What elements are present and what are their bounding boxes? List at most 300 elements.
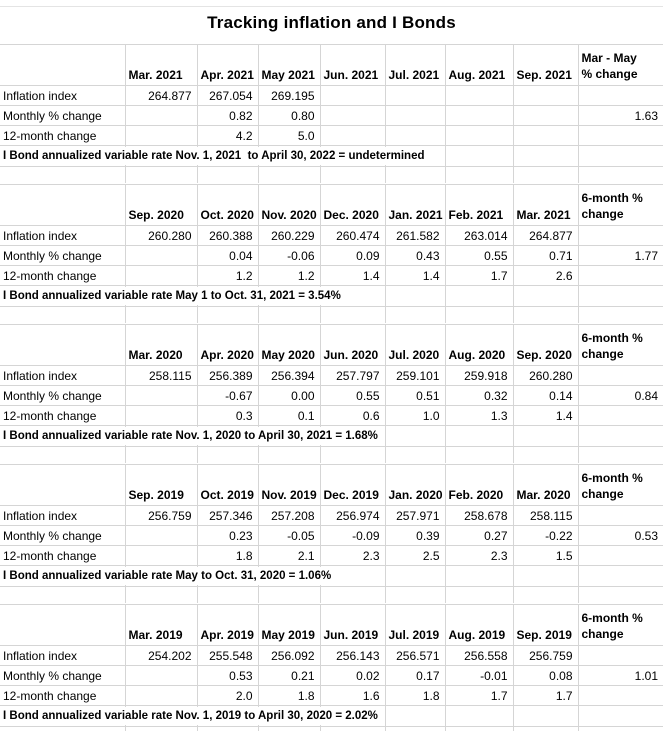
six-month-total-cell: 1.01 bbox=[578, 666, 663, 686]
pct-change-header-line2: % change bbox=[581, 67, 638, 81]
value-cell: 260.229 bbox=[258, 226, 320, 246]
month-header: May 2019 bbox=[258, 605, 320, 646]
empty-cell bbox=[578, 447, 663, 464]
inflation-table-3 bbox=[0, 324, 663, 463]
value-cell: 256.092 bbox=[258, 646, 320, 666]
pct-change-header-line1: Mar - May bbox=[581, 51, 637, 65]
month-header: Mar. 2020 bbox=[513, 465, 578, 506]
value-cell: 0.00 bbox=[258, 386, 320, 406]
value-cell: -0.01 bbox=[445, 666, 513, 686]
empty-cell bbox=[0, 465, 125, 506]
value-cell bbox=[513, 126, 578, 146]
month-header-row bbox=[0, 185, 663, 226]
value-cell: 0.43 bbox=[385, 246, 445, 266]
monthly-change-row bbox=[0, 106, 663, 126]
empty-cell bbox=[0, 605, 125, 646]
row-label: Inflation index bbox=[0, 366, 125, 386]
empty-cell bbox=[385, 706, 445, 727]
empty-cell bbox=[197, 587, 258, 604]
value-cell: 255.548 bbox=[197, 646, 258, 666]
pct-change-header bbox=[578, 45, 663, 86]
value-cell: 2.3 bbox=[445, 546, 513, 566]
month-header: Jul. 2020 bbox=[385, 325, 445, 366]
value-cell: 1.4 bbox=[320, 266, 385, 286]
value-cell bbox=[125, 526, 197, 546]
value-cell: 1.3 bbox=[445, 406, 513, 426]
value-cell bbox=[513, 86, 578, 106]
six-month-total-cell bbox=[578, 546, 663, 566]
empty-cell bbox=[385, 587, 445, 604]
rate-footer-cell bbox=[0, 286, 341, 307]
pct-change-header bbox=[578, 465, 663, 506]
empty-cell bbox=[578, 426, 663, 447]
value-cell: 0.23 bbox=[197, 526, 258, 546]
value-cell bbox=[320, 126, 385, 146]
empty-cell bbox=[320, 587, 385, 604]
empty-cell bbox=[0, 587, 125, 604]
value-cell: 0.80 bbox=[258, 106, 320, 126]
twelve-month-change-row bbox=[0, 126, 663, 146]
month-header: Feb. 2021 bbox=[445, 185, 513, 226]
empty-cell bbox=[0, 185, 125, 226]
month-header: Oct. 2019 bbox=[197, 465, 258, 506]
empty-cell bbox=[258, 447, 320, 464]
value-cell bbox=[385, 106, 445, 126]
empty-cell bbox=[197, 727, 258, 732]
value-cell: 2.1 bbox=[258, 546, 320, 566]
rate-footer-cell bbox=[0, 146, 425, 167]
month-header: Jun. 2021 bbox=[320, 45, 385, 86]
value-cell: 0.04 bbox=[197, 246, 258, 266]
rate-footer-row bbox=[0, 286, 663, 307]
empty-cell bbox=[0, 307, 125, 324]
six-month-total-cell bbox=[578, 366, 663, 386]
month-header: Jan. 2021 bbox=[385, 185, 445, 226]
value-cell: 0.39 bbox=[385, 526, 445, 546]
month-header: Sep. 2020 bbox=[513, 325, 578, 366]
empty-cell bbox=[445, 146, 513, 167]
value-cell: 0.21 bbox=[258, 666, 320, 686]
empty-cell bbox=[513, 146, 578, 167]
six-month-total-cell: 1.77 bbox=[578, 246, 663, 266]
month-header: May 2021 bbox=[258, 45, 320, 86]
value-cell: 256.143 bbox=[320, 646, 385, 666]
month-header: Sep. 2019 bbox=[125, 465, 197, 506]
empty-cell bbox=[578, 167, 663, 184]
value-cell: 259.101 bbox=[385, 366, 445, 386]
value-cell: 258.678 bbox=[445, 506, 513, 526]
value-cell bbox=[125, 266, 197, 286]
value-cell: 258.115 bbox=[513, 506, 578, 526]
row-label: Inflation index bbox=[0, 646, 125, 666]
six-month-total-cell: 0.84 bbox=[578, 386, 663, 406]
empty-cell bbox=[513, 587, 578, 604]
empty-cell bbox=[258, 587, 320, 604]
month-header: Apr. 2020 bbox=[197, 325, 258, 366]
value-cell: 264.877 bbox=[513, 226, 578, 246]
pct-change-header-line1: 6-month % bbox=[581, 471, 643, 485]
value-cell: 1.6 bbox=[320, 686, 385, 706]
empty-cell bbox=[445, 426, 513, 447]
month-header: Feb. 2020 bbox=[445, 465, 513, 506]
value-cell: 256.759 bbox=[513, 646, 578, 666]
twelve-month-change-row bbox=[0, 406, 663, 426]
inflation-index-row bbox=[0, 646, 663, 666]
monthly-change-row bbox=[0, 526, 663, 546]
empty-cell bbox=[513, 727, 578, 732]
value-cell bbox=[125, 546, 197, 566]
value-cell: 256.974 bbox=[320, 506, 385, 526]
value-cell: 260.280 bbox=[513, 366, 578, 386]
monthly-change-row bbox=[0, 246, 663, 266]
row-label: Inflation index bbox=[0, 86, 125, 106]
inflation-table-2 bbox=[0, 184, 663, 323]
spacer-row bbox=[0, 167, 663, 184]
empty-cell bbox=[385, 307, 445, 324]
month-header: Dec. 2019 bbox=[320, 465, 385, 506]
value-cell bbox=[445, 126, 513, 146]
empty-cell bbox=[578, 307, 663, 324]
value-cell: 257.797 bbox=[320, 366, 385, 386]
monthly-change-row bbox=[0, 666, 663, 686]
value-cell: 5.0 bbox=[258, 126, 320, 146]
month-header: Oct. 2020 bbox=[197, 185, 258, 226]
rate-footer-cell bbox=[0, 426, 378, 447]
row-label: 12-month change bbox=[0, 126, 125, 146]
value-cell: 0.6 bbox=[320, 406, 385, 426]
value-cell: 261.582 bbox=[385, 226, 445, 246]
row-label: Monthly % change bbox=[0, 386, 125, 406]
empty-cell bbox=[258, 167, 320, 184]
rate-footer-row bbox=[0, 706, 663, 727]
inflation-index-row bbox=[0, 506, 663, 526]
empty-cell bbox=[385, 167, 445, 184]
value-cell: 0.82 bbox=[197, 106, 258, 126]
empty-cell bbox=[0, 325, 125, 366]
value-cell: 267.054 bbox=[197, 86, 258, 106]
value-cell: 0.3 bbox=[197, 406, 258, 426]
month-header: Dec. 2020 bbox=[320, 185, 385, 226]
pct-change-header-line2: change bbox=[581, 487, 624, 501]
six-month-total-cell bbox=[578, 226, 663, 246]
six-month-total-cell bbox=[578, 266, 663, 286]
six-month-total-cell bbox=[578, 86, 663, 106]
inflation-table-5 bbox=[0, 604, 663, 731]
month-header: Nov. 2020 bbox=[258, 185, 320, 226]
value-cell: 0.27 bbox=[445, 526, 513, 546]
title-band bbox=[0, 0, 663, 44]
value-cell: 1.2 bbox=[197, 266, 258, 286]
empty-cell bbox=[125, 447, 197, 464]
value-cell: 2.5 bbox=[385, 546, 445, 566]
empty-cell bbox=[197, 447, 258, 464]
row-label: Monthly % change bbox=[0, 246, 125, 266]
ibond-rate-note: I Bond annualized variable rate May to Oct. 31, 2020 = 1.06% bbox=[3, 567, 335, 585]
empty-cell bbox=[385, 426, 445, 447]
value-cell: 0.51 bbox=[385, 386, 445, 406]
top-gridline bbox=[0, 6, 663, 7]
month-header-row bbox=[0, 45, 663, 86]
value-cell: 0.08 bbox=[513, 666, 578, 686]
value-cell bbox=[125, 666, 197, 686]
six-month-total-cell bbox=[578, 686, 663, 706]
value-cell: 0.55 bbox=[320, 386, 385, 406]
row-label: 12-month change bbox=[0, 266, 125, 286]
empty-cell bbox=[197, 167, 258, 184]
value-cell: -0.05 bbox=[258, 526, 320, 546]
value-cell: 256.394 bbox=[258, 366, 320, 386]
empty-cell bbox=[320, 727, 385, 732]
row-label: Monthly % change bbox=[0, 106, 125, 126]
empty-cell bbox=[0, 447, 125, 464]
value-cell: 260.388 bbox=[197, 226, 258, 246]
empty-cell bbox=[0, 727, 125, 732]
month-header: Apr. 2019 bbox=[197, 605, 258, 646]
inflation-table-4 bbox=[0, 464, 663, 603]
value-cell: 256.558 bbox=[445, 646, 513, 666]
row-label: Monthly % change bbox=[0, 666, 125, 686]
empty-cell bbox=[445, 167, 513, 184]
page-title: Tracking inflation and I Bonds bbox=[207, 13, 456, 32]
value-cell: 4.2 bbox=[197, 126, 258, 146]
empty-cell bbox=[578, 286, 663, 307]
month-header: Mar. 2021 bbox=[513, 185, 578, 226]
spacer-row bbox=[0, 587, 663, 604]
value-cell: 1.4 bbox=[513, 406, 578, 426]
value-cell bbox=[513, 106, 578, 126]
month-header: Jun. 2019 bbox=[320, 605, 385, 646]
ibond-rate-note: I Bond annualized variable rate Nov. 1, 2020 to April 30, 2021 = 1.68% bbox=[3, 427, 382, 445]
empty-cell bbox=[125, 727, 197, 732]
month-header: Nov. 2019 bbox=[258, 465, 320, 506]
value-cell: 260.280 bbox=[125, 226, 197, 246]
value-cell: 0.1 bbox=[258, 406, 320, 426]
month-header: Apr. 2021 bbox=[197, 45, 258, 86]
row-label: 12-month change bbox=[0, 686, 125, 706]
inflation-index-row bbox=[0, 86, 663, 106]
value-cell: 257.971 bbox=[385, 506, 445, 526]
empty-cell bbox=[513, 706, 578, 727]
six-month-total-cell bbox=[578, 646, 663, 666]
empty-cell bbox=[513, 286, 578, 307]
empty-cell bbox=[320, 307, 385, 324]
row-label: 12-month change bbox=[0, 546, 125, 566]
value-cell: 0.09 bbox=[320, 246, 385, 266]
value-cell: 0.14 bbox=[513, 386, 578, 406]
spacer-row bbox=[0, 727, 663, 732]
value-cell: -0.06 bbox=[258, 246, 320, 266]
row-label: Inflation index bbox=[0, 226, 125, 246]
value-cell: 2.6 bbox=[513, 266, 578, 286]
value-cell: 0.53 bbox=[197, 666, 258, 686]
value-cell bbox=[445, 106, 513, 126]
value-cell: 254.202 bbox=[125, 646, 197, 666]
empty-cell bbox=[258, 307, 320, 324]
value-cell: 269.195 bbox=[258, 86, 320, 106]
value-cell: 1.8 bbox=[258, 686, 320, 706]
inflation-table-1 bbox=[0, 44, 663, 183]
empty-cell bbox=[445, 447, 513, 464]
value-cell: 264.877 bbox=[125, 86, 197, 106]
value-cell: 2.3 bbox=[320, 546, 385, 566]
pct-change-header bbox=[578, 605, 663, 646]
empty-cell bbox=[385, 727, 445, 732]
empty-cell bbox=[513, 447, 578, 464]
value-cell bbox=[125, 386, 197, 406]
rate-footer-row bbox=[0, 426, 663, 447]
value-cell: 256.389 bbox=[197, 366, 258, 386]
six-month-total-cell bbox=[578, 406, 663, 426]
spacer-row bbox=[0, 447, 663, 464]
inflation-index-row bbox=[0, 226, 663, 246]
pct-change-header-line2: change bbox=[581, 347, 624, 361]
month-header: Aug. 2020 bbox=[445, 325, 513, 366]
six-month-total-cell bbox=[578, 126, 663, 146]
rate-footer-row bbox=[0, 566, 663, 587]
empty-cell bbox=[445, 286, 513, 307]
value-cell: 258.115 bbox=[125, 366, 197, 386]
value-cell bbox=[385, 126, 445, 146]
empty-cell bbox=[125, 167, 197, 184]
pct-change-header bbox=[578, 185, 663, 226]
month-header-row bbox=[0, 325, 663, 366]
empty-cell bbox=[513, 426, 578, 447]
value-cell: 1.8 bbox=[197, 546, 258, 566]
ibond-rate-note: I Bond annualized variable rate Nov. 1, 2019 to April 30, 2020 = 2.02% bbox=[3, 707, 382, 725]
empty-cell bbox=[445, 566, 513, 587]
value-cell: 256.571 bbox=[385, 646, 445, 666]
pct-change-header-line1: 6-month % bbox=[581, 611, 643, 625]
month-header: May 2020 bbox=[258, 325, 320, 366]
value-cell: 0.32 bbox=[445, 386, 513, 406]
month-header: Aug. 2019 bbox=[445, 605, 513, 646]
empty-cell bbox=[385, 447, 445, 464]
month-header: Jan. 2020 bbox=[385, 465, 445, 506]
twelve-month-change-row bbox=[0, 546, 663, 566]
value-cell: 257.346 bbox=[197, 506, 258, 526]
empty-cell bbox=[385, 566, 445, 587]
ibond-rate-note: I Bond annualized variable rate May 1 to Oct. 31, 2021 = 3.54% bbox=[3, 287, 345, 305]
empty-cell bbox=[445, 706, 513, 727]
value-cell: 0.71 bbox=[513, 246, 578, 266]
value-cell: 1.7 bbox=[445, 686, 513, 706]
empty-cell bbox=[578, 706, 663, 727]
month-header: Jul. 2019 bbox=[385, 605, 445, 646]
value-cell: 1.0 bbox=[385, 406, 445, 426]
pct-change-header-line2: change bbox=[581, 627, 624, 641]
value-cell: 263.014 bbox=[445, 226, 513, 246]
value-cell bbox=[445, 86, 513, 106]
value-cell: 259.918 bbox=[445, 366, 513, 386]
empty-cell bbox=[445, 307, 513, 324]
value-cell bbox=[385, 86, 445, 106]
value-cell bbox=[125, 686, 197, 706]
month-header: Aug. 2021 bbox=[445, 45, 513, 86]
twelve-month-change-row bbox=[0, 266, 663, 286]
empty-cell bbox=[385, 286, 445, 307]
row-label: Monthly % change bbox=[0, 526, 125, 546]
value-cell: 1.8 bbox=[385, 686, 445, 706]
value-cell: 1.7 bbox=[513, 686, 578, 706]
empty-cell bbox=[0, 167, 125, 184]
value-cell: 1.7 bbox=[445, 266, 513, 286]
month-header: Mar. 2020 bbox=[125, 325, 197, 366]
spacer-row bbox=[0, 307, 663, 324]
empty-cell bbox=[578, 727, 663, 732]
value-cell: 1.5 bbox=[513, 546, 578, 566]
empty-cell bbox=[578, 587, 663, 604]
month-header: Sep. 2021 bbox=[513, 45, 578, 86]
rate-footer-cell bbox=[0, 566, 332, 587]
month-header: Sep. 2020 bbox=[125, 185, 197, 226]
value-cell: 0.17 bbox=[385, 666, 445, 686]
rate-footer-row bbox=[0, 146, 663, 167]
value-cell: 256.759 bbox=[125, 506, 197, 526]
empty-cell bbox=[320, 447, 385, 464]
pct-change-header-line2: change bbox=[581, 207, 624, 221]
rate-footer-cell bbox=[0, 706, 378, 727]
row-label: Inflation index bbox=[0, 506, 125, 526]
month-header-row bbox=[0, 465, 663, 506]
value-cell: 2.0 bbox=[197, 686, 258, 706]
value-cell bbox=[125, 126, 197, 146]
value-cell: 260.474 bbox=[320, 226, 385, 246]
value-cell bbox=[125, 106, 197, 126]
empty-cell bbox=[0, 45, 125, 86]
empty-cell bbox=[258, 727, 320, 732]
value-cell: 257.208 bbox=[258, 506, 320, 526]
month-header: Sep. 2019 bbox=[513, 605, 578, 646]
empty-cell bbox=[125, 587, 197, 604]
ibond-rate-note: I Bond annualized variable rate Nov. 1, 2021 to April 30, 2022 = undetermined bbox=[3, 147, 429, 165]
empty-cell bbox=[513, 566, 578, 587]
value-cell: -0.67 bbox=[197, 386, 258, 406]
inflation-index-row bbox=[0, 366, 663, 386]
month-header: Mar. 2021 bbox=[125, 45, 197, 86]
month-header: Jul. 2021 bbox=[385, 45, 445, 86]
empty-cell bbox=[513, 167, 578, 184]
month-header: Mar. 2019 bbox=[125, 605, 197, 646]
value-cell bbox=[125, 246, 197, 266]
value-cell: 0.02 bbox=[320, 666, 385, 686]
monthly-change-row bbox=[0, 386, 663, 406]
empty-cell bbox=[320, 167, 385, 184]
value-cell: 1.4 bbox=[385, 266, 445, 286]
value-cell bbox=[125, 406, 197, 426]
empty-cell bbox=[578, 566, 663, 587]
empty-cell bbox=[513, 307, 578, 324]
value-cell bbox=[320, 86, 385, 106]
empty-cell bbox=[125, 307, 197, 324]
month-header: Jun. 2020 bbox=[320, 325, 385, 366]
twelve-month-change-row bbox=[0, 686, 663, 706]
six-month-total-cell: 0.53 bbox=[578, 526, 663, 546]
six-month-total-cell: 1.63 bbox=[578, 106, 663, 126]
pct-change-header-line1: 6-month % bbox=[581, 191, 643, 205]
pct-change-header bbox=[578, 325, 663, 366]
empty-cell bbox=[578, 146, 663, 167]
empty-cell bbox=[445, 587, 513, 604]
value-cell: -0.09 bbox=[320, 526, 385, 546]
value-cell: 0.55 bbox=[445, 246, 513, 266]
pct-change-header-line1: 6-month % bbox=[581, 331, 643, 345]
value-cell bbox=[320, 106, 385, 126]
value-cell: -0.22 bbox=[513, 526, 578, 546]
month-header-row bbox=[0, 605, 663, 646]
empty-cell bbox=[197, 307, 258, 324]
row-label: 12-month change bbox=[0, 406, 125, 426]
value-cell: 1.2 bbox=[258, 266, 320, 286]
